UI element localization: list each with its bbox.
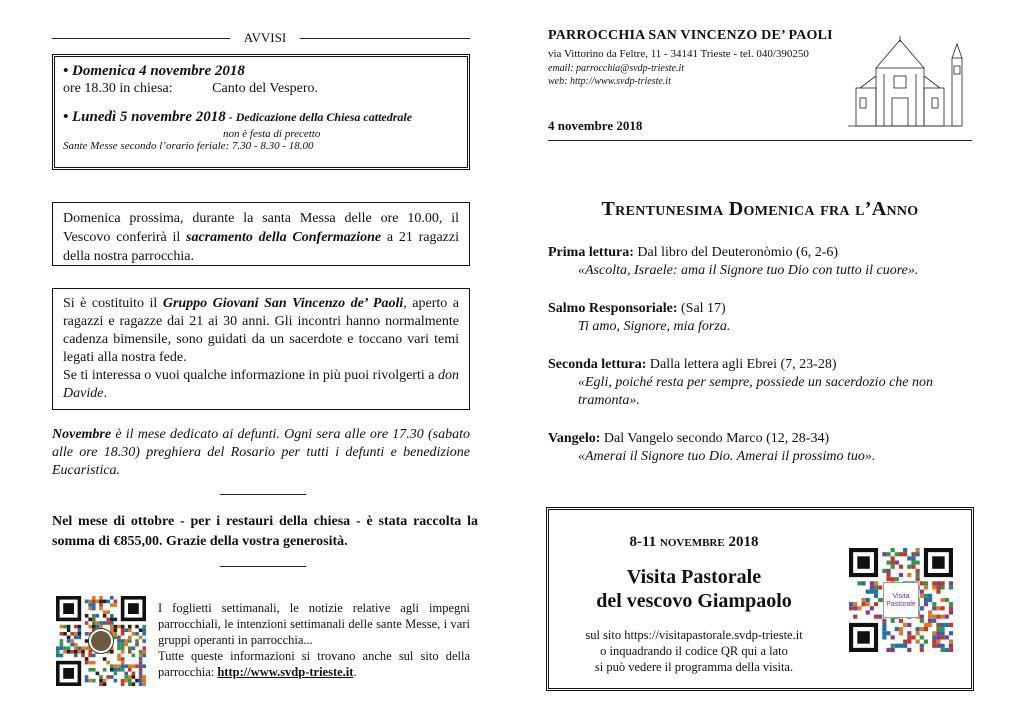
confirmation-t3: a 21 ragazzi della nostra parrocchia.	[63, 230, 459, 264]
visit-title-2: del vescovo Giampaolo	[596, 590, 792, 612]
youth-t4: Se ti interessa o vuoi qualche informazione in più puoi rivolgerti a	[63, 368, 438, 383]
confirmation-t1: Domenica prossima, durante la santa Messa delle ore 10.00, il Vescovo conferirà il	[63, 211, 459, 245]
event-monday-title: - Dedicazione della Chiesa cattedrale	[225, 110, 413, 124]
event-monday-masses: Sante Messe secondo l’orario feriale: 7.30 - 8.30 - 18.00	[63, 140, 314, 152]
avvisi-rule-left	[52, 38, 230, 39]
parish-web: web: http://www.svdp-trieste.it	[548, 76, 671, 87]
avvisi-heading: AVVISI	[243, 30, 287, 45]
visit-qr-code	[849, 548, 953, 652]
youth-contact	[63, 367, 459, 403]
visit-line-3: si può vedere il programma della visita.	[594, 660, 794, 674]
event-monday-date: • Lunedì 5 novembre 2018	[63, 109, 226, 125]
event-sunday: • Domenica 4 novembre 2018	[63, 63, 245, 79]
website-info-t1: I foglietti settimanali, le notizie relative agli impegni parrocchiali, le intenzioni settimanali delle sante Messe, i vari gruppi operanti in parrocchia...	[158, 601, 470, 647]
visit-title-1: Visita Pastorale	[626, 566, 762, 588]
youth-group-box	[52, 288, 470, 410]
event-monday-note: non è festa di precetto	[223, 128, 321, 140]
events-box	[52, 54, 470, 170]
church-drawing-icon	[848, 28, 972, 130]
reading-psalm	[548, 300, 972, 356]
event-sunday-time: ore 18.30 in chiesa:	[63, 81, 173, 96]
reading-gospel-ref: Dal Vangelo secondo Marco (12, 28-34)	[600, 431, 830, 446]
reading-1-label: Prima lettura:	[548, 245, 634, 260]
pastoral-visit-box	[546, 507, 974, 691]
visit-logo-caption-2: Pastorale	[886, 601, 916, 608]
youth-group-text	[63, 295, 459, 367]
reading-2-header	[548, 356, 972, 374]
reading-gospel-quote: «Amerai il Signore tuo Dio. Amerai il prossimo tuo».	[578, 449, 876, 464]
reading-1-quote: «Ascolta, Israele: ama il Signore tuo Dio con tutto il cuore».	[578, 263, 919, 278]
november-word: Novembre	[52, 427, 112, 442]
parish-address: via Vittorino da Feltre, 11 - 34141 Trieste - tel. 040/390250	[548, 48, 809, 60]
reading-2-quote: «Egli, poiché resta per sempre, possiede un sacerdozio che non tramonta».	[578, 375, 933, 408]
separator-1	[220, 494, 306, 495]
parish-name: PARROCCHIA SAN VINCENZO DE’ PAOLI	[548, 28, 833, 43]
bulletin-date: 4 novembre 2018	[548, 118, 643, 133]
event-sunday-detail	[63, 81, 459, 97]
visit-logo-caption-1: Visita	[892, 593, 910, 600]
website-info-t2	[158, 648, 470, 680]
parish-website-link[interactable]: http://www.svdp-trieste.it	[217, 665, 354, 679]
parish-qr-code	[56, 596, 146, 686]
confirmation-sacrament: sacramento della Confermazione	[186, 230, 382, 245]
confirmation-box	[52, 202, 470, 266]
reading-2-ref: Dalla lettera agli Ebrei (7, 23-28)	[646, 357, 837, 372]
separator-2	[220, 566, 306, 567]
parish-logo-icon	[89, 629, 113, 653]
visit-line-2: o inquadrando il codice QR qui a lato	[600, 644, 788, 658]
november-text: è il mese dedicato ai defunti. Ogni sera alle ore 17.30 (sabato alle ore 18.30) preghiera del Rosario per tutti i defunti e benedizione Eucaristica.	[52, 427, 470, 478]
event-sunday-what: Canto del Vespero.	[212, 81, 319, 96]
avvisi-rule-right	[300, 38, 470, 39]
website-info-prefix: Tutte queste informazioni si trovano anche sul sito della parrocchia:	[158, 649, 470, 679]
reading-2-label: Seconda lettura:	[548, 357, 647, 372]
header-rule	[548, 140, 972, 141]
youth-group-name: Gruppo Giovani San Vincenzo de’ Paoli	[162, 296, 404, 311]
sunday-title-text: Trentunesima Domenica fra l’Anno	[601, 198, 919, 220]
reading-gospel	[548, 430, 972, 466]
november-notice	[52, 426, 470, 480]
reading-1	[548, 244, 972, 300]
visit-line-1: sul sito https://visitapastorale.svdp-trieste.it	[585, 628, 803, 642]
donation-notice: Nel mese di ottobre - per i restauri della chiesa - è stata raccolta la somma di €855,00. Grazie della vostra generosità.	[52, 514, 478, 549]
visit-logo-icon	[883, 582, 919, 618]
confirmation-text	[63, 209, 459, 266]
youth-t1: Si è costituito il	[63, 296, 163, 311]
reading-psalm-header	[548, 300, 972, 318]
visit-date: 8-11 novembre 2018	[629, 534, 759, 550]
parish-email: email: parrocchia@svdp-trieste.it	[548, 63, 685, 74]
event-monday	[63, 108, 459, 126]
reading-1-header	[548, 244, 972, 262]
website-info-suffix: .	[353, 665, 357, 679]
sunday-title	[548, 198, 972, 221]
youth-t6: .	[103, 386, 107, 401]
reading-gospel-label: Vangelo:	[548, 431, 601, 446]
reading-1-ref: Dal libro del Deuteronòmio (6, 2-6)	[633, 245, 839, 260]
readings-list	[548, 244, 972, 466]
reading-2	[548, 356, 972, 430]
youth-t3: , aperto a ragazzi e ragazze dai 21 ai 30 anni. Gli incontri hanno normalmente cadenza bimensile, sono guidati da un sacerdote e toccano vari temi legati alla nostra fede.	[63, 296, 459, 365]
youth-contact-person: don Davide	[63, 368, 459, 401]
website-info	[158, 600, 470, 680]
reading-psalm-quote: Ti amo, Signore, mia forza.	[578, 319, 731, 334]
reading-gospel-header	[548, 430, 972, 448]
reading-psalm-label: Salmo Responsoriale:	[548, 301, 678, 316]
reading-psalm-ref: (Sal 17)	[677, 301, 726, 316]
